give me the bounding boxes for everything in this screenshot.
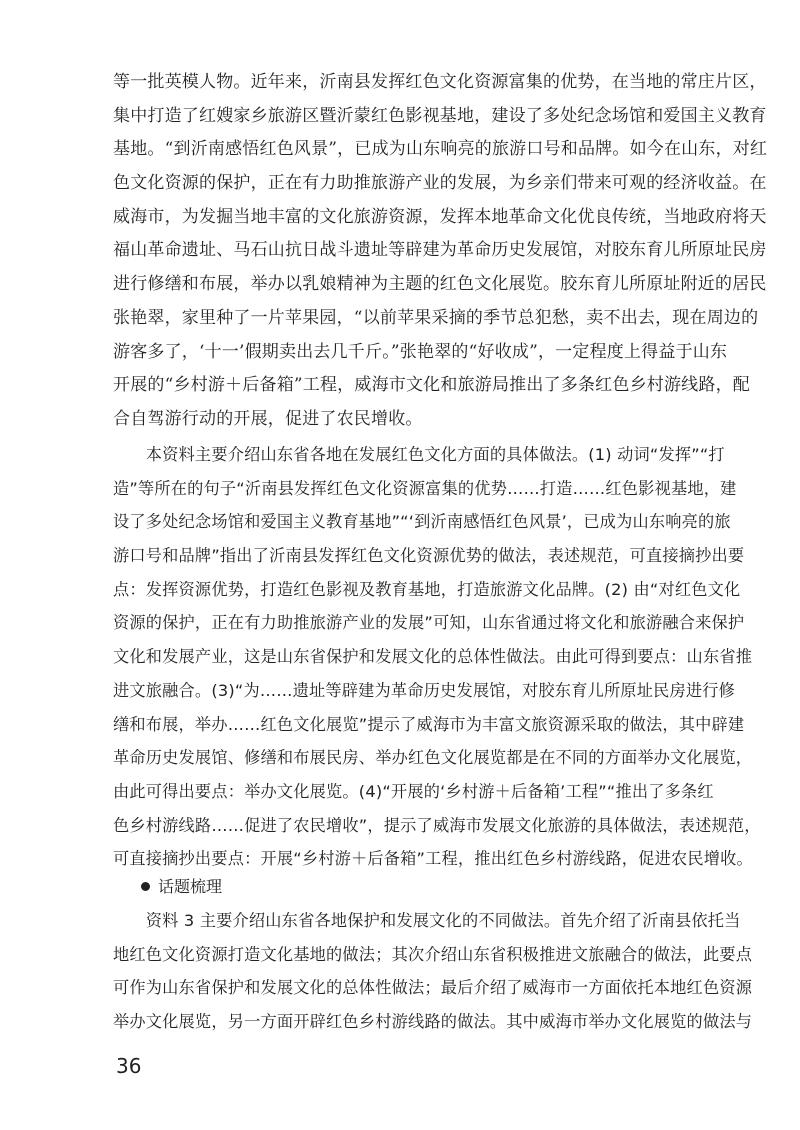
text-line: 进文旅融合。(3)“为……遗址等辟建为革命历史发展馆，对胶东育儿所原址民房进行修	[113, 680, 736, 700]
text-line: 威海市，为发掘当地丰富的文化旅游资源，发挥本地革命文化优良传统，当地政府将天	[113, 206, 767, 227]
text-line: 地红色文化资源打造文化基地的做法；其次介绍山东省积极推进文旅融合的做法，此要点	[113, 944, 753, 964]
text-line: 文化和发展产业，这是山东省保护和发展文化的总体性做法。由此可得到要点：山东省推	[113, 647, 753, 667]
text-line: 色文化资源的保护，正在有力助推旅游产业的发展，为乡亲们带来可观的经济收益。在	[113, 173, 767, 194]
summary-paragraph	[113, 904, 753, 1039]
topic-heading	[141, 873, 222, 901]
text-line: 点：发挥资源优势，打造红色影视及教育基地，打造旅游文化品牌。(2) 由“对红色文化	[113, 579, 741, 599]
text-line: 基地。“到沂南感悟红色风景”，已成为山东响亮的旅游口号和品牌。如今在山东，对红	[113, 139, 768, 160]
text-line: 可直接摘抄出要点：开展“乡村游＋后备箱”工程，推出红色乡村游线路，促进农民增收。	[113, 849, 753, 869]
source-passage	[113, 66, 768, 437]
text-line: 福山革命遗址、马石山抗日战斗遗址等辟建为革命历史发展馆，对胶东育儿所原址民房	[113, 240, 767, 261]
page-number: 36	[116, 1054, 142, 1078]
text-line: 可作为山东省保护和发展文化的总体性做法；最后介绍了威海市一方面依托本地红色资源	[113, 978, 753, 998]
text-line: 张艳翠，家里种了一片苹果园，“以前苹果采摘的季节总犯愁，卖不出去，现在周边的	[113, 307, 759, 328]
text-line: 等一批英模人物。近年来，沂南县发挥红色文化资源富集的优势，在当地的常庄片区，	[113, 72, 767, 92]
bullet-icon	[141, 882, 150, 891]
text-line: 革命历史发展馆、修缮和布展民房、举办红色文化展览都是在不同的方面举办文化展览，	[113, 748, 753, 768]
text-line: 缮和布展，举办……红色文化展览”提示了威海市为丰富文旅资源采取的做法，其中辟建	[113, 714, 745, 734]
text-line: 游口号和品牌”指出了沂南县发挥红色文化资源优势的做法，表述规范，可直接摘抄出要	[113, 546, 745, 566]
text-line: 资源的保护，正在有力助推旅游产业的发展”可知，山东省通过将文化和旅游融合来保护	[113, 613, 745, 633]
topic-heading-text: 话题梳理	[158, 877, 223, 896]
text-line: 举办文化展览，另一方面开辟红色乡村游线路的做法。其中威海市举办文化展览的做法与	[113, 1012, 753, 1032]
text-line: 资料 3 主要介绍山东省各地保护和发展文化的不同做法。首先介绍了沂南县依托当	[113, 911, 741, 930]
text-line: 由此可得出要点：举办文化展览。(4)“开展的‘乡村游＋后备箱’工程”“推出了多条红	[113, 781, 714, 801]
analysis-paragraph	[113, 438, 761, 876]
text-line: 集中打造了红嫂家乡旅游区暨沂蒙红色影视基地，建设了多处纪念场馆和爱国主义教育	[113, 105, 767, 126]
text-line: 造”等所在的句子“沂南县发挥红色文化资源富集的优势……打造……红色影视基地，建	[113, 478, 737, 498]
text-line: 本资料主要介绍山东省各地在发展红色文化方面的具体做法。(1) 动词“发挥”“打	[113, 445, 725, 464]
text-line: 开展的“乡村游＋后备箱”工程，威海市文化和旅游局推出了多条红色乡村游线路，配	[113, 375, 750, 396]
text-line: 游客多了，‘十一’假期卖出去几千斤。”张艳翠的“好收成”，一定程度上得益于山东	[113, 341, 728, 362]
text-line: 设了多处纪念场馆和爱国主义教育基地”“‘到沂南感悟红色风景’，已成为山东响亮的旅	[113, 512, 731, 532]
text-line: 色乡村游线路……促进了农民增收”，提示了威海市发展文化旅游的具体做法，表述规范，	[113, 815, 761, 835]
text-line: 合自驾游行动的开展，促进了农民增收。	[113, 408, 423, 429]
text-line: 进行修缮和布展，举办以乳娘精神为主题的红色文化展览。胶东育儿所原址附近的居民	[113, 274, 767, 295]
